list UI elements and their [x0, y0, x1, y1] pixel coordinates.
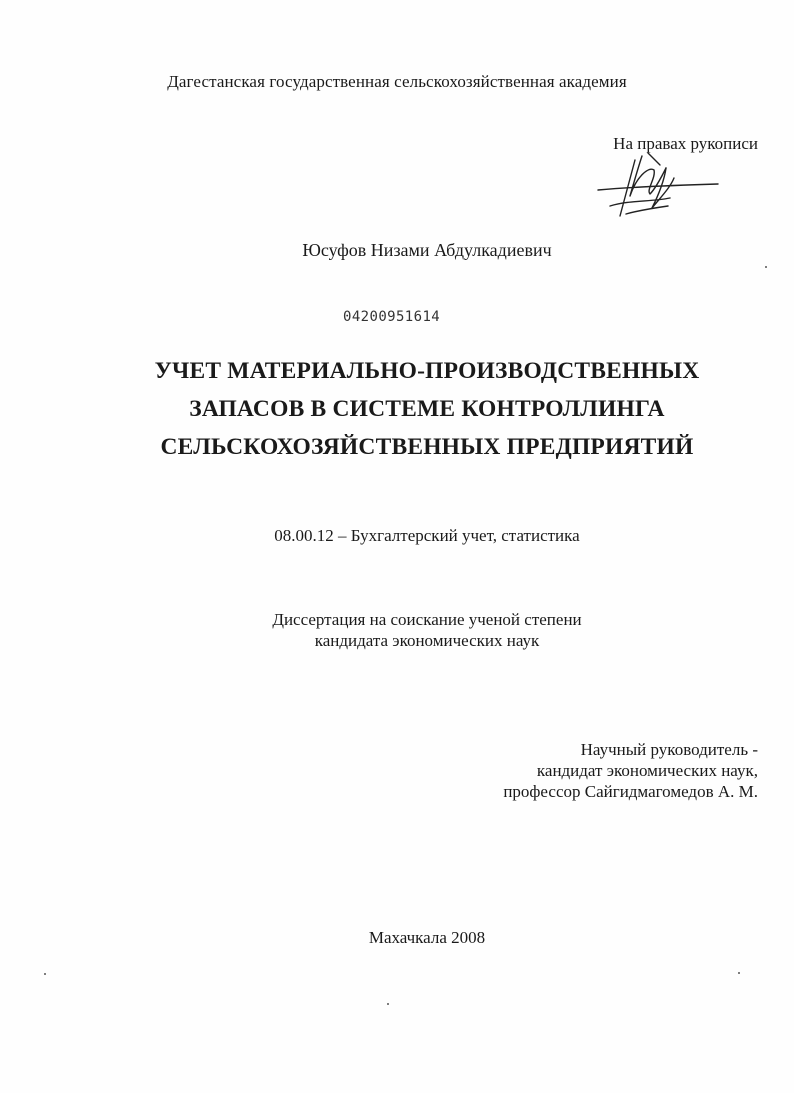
title-line: ЗАПАСОВ В СИСТЕМЕ КОНТРОЛЛИНГА [189, 396, 665, 422]
supervisor-line: кандидат экономических наук, [536, 761, 758, 780]
title-line: СЕЛЬСКОХОЗЯЙСТВЕННЫХ ПРЕДПРИЯТИЙ [160, 434, 694, 460]
specialty-code: 08.00.12 – Бухгалтерский учет, статистика [274, 526, 580, 545]
scan-speck [44, 973, 46, 975]
handwritten-signature [590, 148, 730, 223]
title-line: УЧЕТ МАТЕРИАЛЬНО-ПРОИЗВОДСТВЕННЫХ [154, 358, 700, 384]
scan-speck [765, 266, 767, 268]
degree-line: Диссертация на соискание ученой степени [272, 610, 582, 629]
scan-speck [387, 1003, 389, 1005]
author-name: Юсуфов Низами Абдулкадиевич [302, 240, 552, 260]
scan-speck [738, 972, 740, 974]
degree-statement [0, 609, 794, 651]
supervisor-line: Научный руководитель - [580, 740, 758, 759]
manuscript-rights-note: На правах рукописи [613, 134, 758, 153]
city-and-year: Махачкала 2008 [368, 928, 486, 947]
registry-number: 04200951614 [343, 309, 441, 325]
degree-line: кандидата экономических наук [314, 631, 540, 650]
institution-name: Дагестанская государственная сельскохозяйственная академия [167, 72, 627, 91]
dissertation-title [0, 352, 794, 466]
supervisor-line: профессор Сайгидмагомедов А. М. [503, 782, 758, 801]
scientific-supervisor [503, 739, 758, 802]
